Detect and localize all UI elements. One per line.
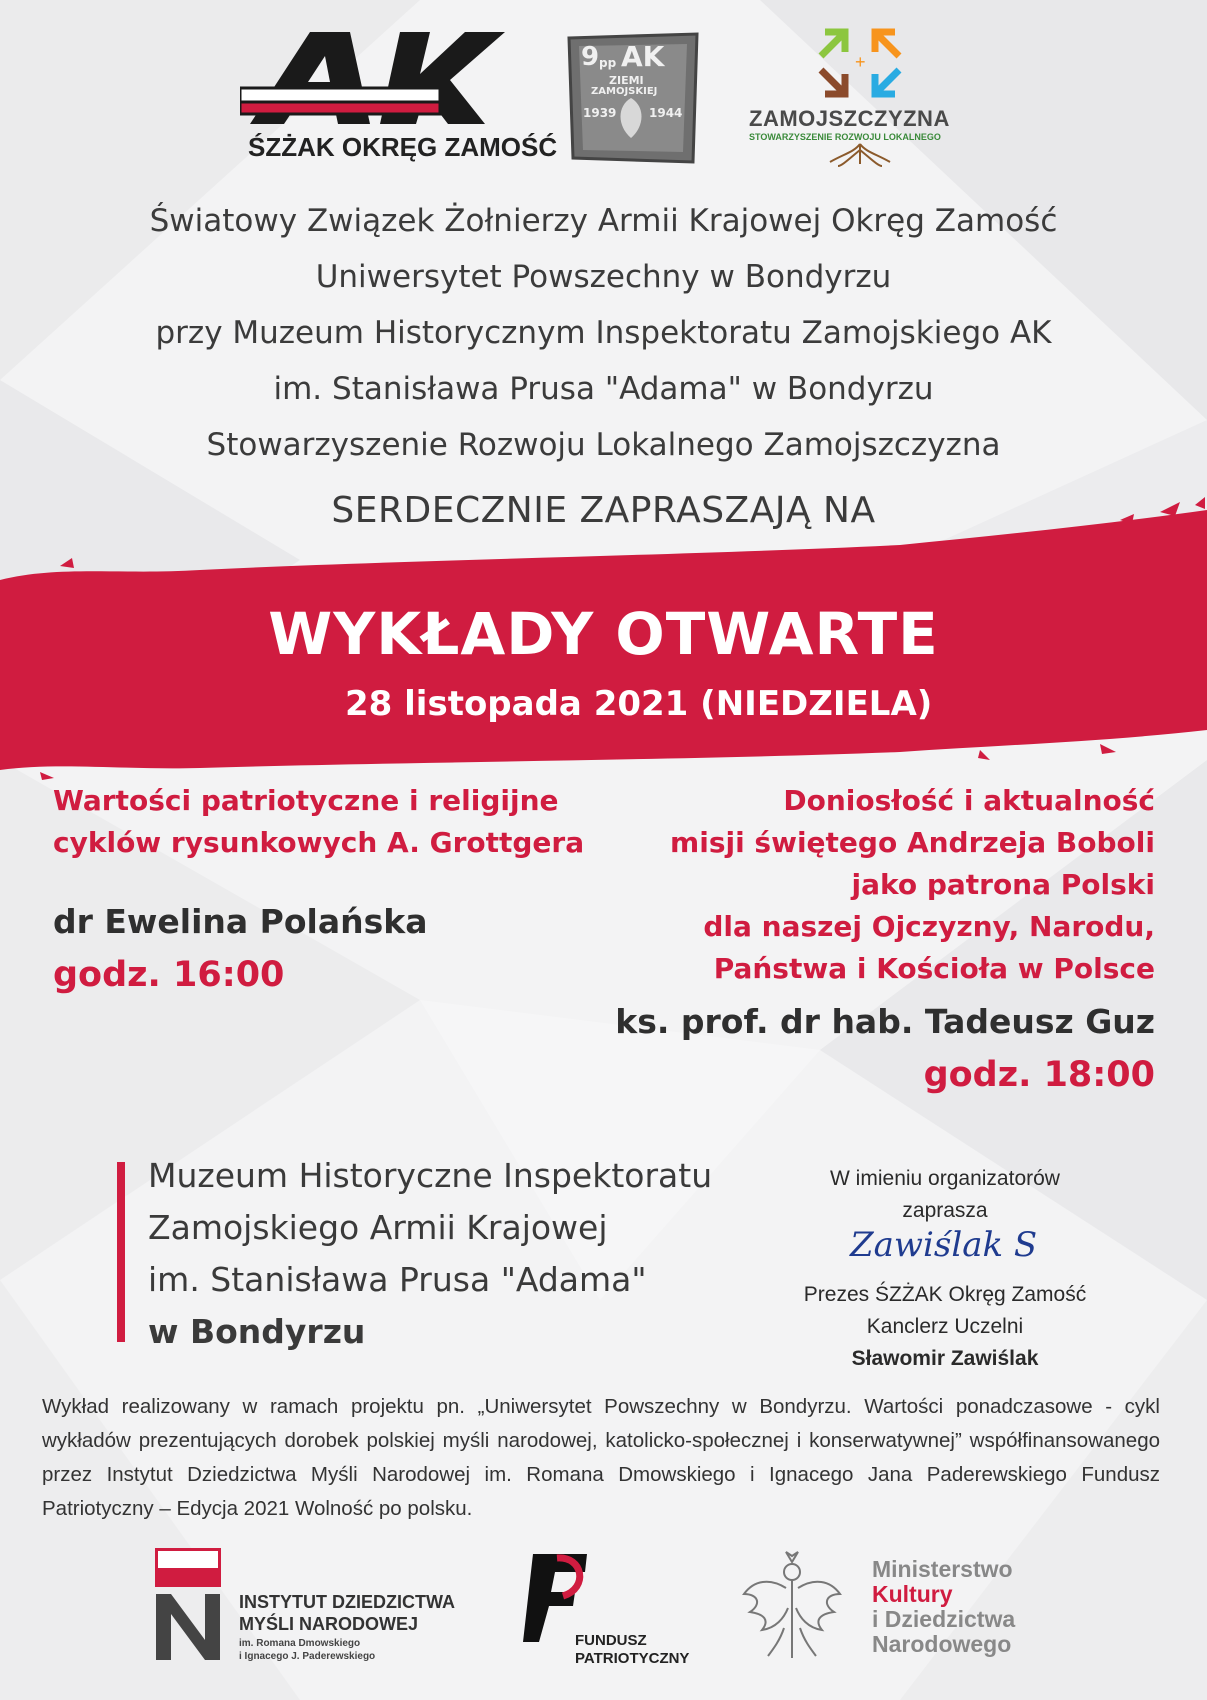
handwritten-signature [790, 1227, 1100, 1279]
organizers-list [0, 193, 1207, 473]
fp-line2: PATRIOTYCZNY [575, 1650, 690, 1667]
badge-line2: ZAMOJSKIEJ [591, 86, 658, 97]
ak-logo [240, 28, 558, 168]
lecture-2-title [615, 780, 1155, 990]
lecture-2-time: godz. 18:00 [923, 1055, 1155, 1095]
venue-line: Zamojskiego Armii Krajowej [148, 1208, 608, 1247]
idmn-line2: MYŚLI NARODOWEJ [239, 1614, 419, 1634]
lecture-title-line: Doniosłość i aktualność [783, 784, 1155, 817]
badge-number: 9 [581, 42, 600, 72]
badge-ak: AK [621, 40, 665, 73]
ministry-logo [740, 1548, 1060, 1668]
idmn-line4: i Ignacego J. Paderewskiego [239, 1651, 376, 1662]
event-date: 28 listopada 2021 (NIEDZIELA) [345, 684, 933, 724]
roots-icon [820, 142, 900, 168]
ministry-line2: Kultury [872, 1581, 953, 1607]
signature-intro: W imieniu organizatorów zaprasza [830, 1167, 1060, 1222]
lecture-title-line: Wartości patriotyczne i religijne [53, 784, 559, 817]
project-footnote: Wykład realizowany w ramach projektu pn. „Uniwersytet Powszechny w Bondyrzu. Wartości ponadczasowe - cykl wykładów prezentujących dorobek polskiej myśli narodowej, katolicko-społecznej i konserwatywnej” współfinansowanego przez Instytut Dziedzictwa Myśli Narodowej im. Romana Dmowskiego i Ignacego Jana Paderewskiego Fundusz Patriotyczny – Edycja 2021 Wolność po polsku. [42, 1395, 1160, 1520]
handwritten-signature-text: Zawiślak S [850, 1225, 1038, 1265]
zamojszczyzna-subtitle: STOWARZYSZENIE ROZWOJU LOKALNEGO [749, 132, 941, 142]
signature-block [790, 1163, 1100, 1375]
organizer-line: Stowarzyszenie Rozwoju Lokalnego Zamojszczyzna [206, 427, 1001, 463]
ministry-line3: i Dziedzictwa [872, 1606, 1016, 1632]
lecture-1-time: godz. 16:00 [53, 955, 285, 995]
lecture-1-speaker: dr Ewelina Polańska [53, 902, 428, 941]
invite-heading: SERDECZNIE ZAPRASZAJĄ NA [331, 490, 876, 531]
badge-line1: ZIEMI [609, 74, 644, 87]
regiment-badge [565, 28, 701, 166]
idmn-line1: INSTYTUT DZIEDZICTWA [239, 1592, 455, 1612]
lecture-title-line: misji świętego Andrzeja Boboli [670, 826, 1155, 859]
venue-line-bold: w Bondyrzu [148, 1312, 366, 1351]
idmn-logo [155, 1548, 495, 1668]
venue-line: im. Stanisława Prusa "Adama" [148, 1260, 647, 1299]
lecture-2 [615, 780, 1155, 1095]
idmn-line3: im. Romana Dmowskiego [239, 1638, 361, 1649]
ministry-line4: Narodowego [872, 1631, 1012, 1657]
organizer-line: im. Stanisława Prusa "Adama" w Bondyrzu [273, 371, 934, 407]
organizer-line: Uniwersytet Powszechny w Bondyrzu [315, 259, 892, 295]
white-eagle-icon [740, 1548, 844, 1662]
lecture-title-line: Państwa i Kościoła w Polsce [713, 952, 1155, 985]
event-title: WYKŁADY OTWARTE [268, 600, 939, 668]
zamojszczyzna-logo [745, 26, 975, 166]
fp-line1: FUNDUSZ [575, 1632, 647, 1649]
lecture-title-line: jako patrona Polski [851, 868, 1155, 901]
fp-mark [515, 1548, 516, 1549]
organizer-line: przy Muzeum Historycznym Inspektoratu Zamojskiego AK [155, 315, 1052, 351]
signature-role-1: Prezes ŚZŻAK Okręg Zamość [803, 1283, 1087, 1306]
lecture-1-title [53, 780, 584, 864]
signature-name: Sławomir Zawiślak [851, 1347, 1039, 1370]
ak-mark-text [0, 0, 1, 1]
lecture-1 [53, 780, 584, 995]
badge-pp: pp [599, 56, 617, 70]
idmn-emblem-icon [155, 1548, 221, 1662]
venue-line: Muzeum Historyczne Inspektoratu [148, 1156, 713, 1195]
organizer-line: Światowy Związek Żołnierzy Armii Krajowej Okręg Zamość [149, 203, 1058, 239]
svg-text:+: + [855, 52, 866, 72]
ak-logo-subtitle: ŚZŻAK OKRĘG ZAMOŚĆ [248, 132, 558, 162]
lecture-title-line: dla naszej Ojczyzny, Narodu, [703, 910, 1155, 943]
badge-year-left: 1939 [583, 106, 617, 120]
venue-block [148, 1150, 712, 1358]
arrows-icon [815, 26, 905, 100]
fp-mark-icon [515, 1548, 595, 1644]
lecture-title-line: cyklów rysunkowych A. Grottgera [53, 826, 585, 859]
fundusz-patriotyczny-logo [515, 1548, 695, 1668]
badge-year-right: 1944 [649, 106, 683, 120]
zamojszczyzna-name: ZAMOJSZCZYZNA [749, 106, 950, 131]
lecture-2-speaker: ks. prof. dr hab. Tadeusz Guz [615, 1002, 1155, 1041]
ak-emblem-icon [240, 28, 510, 130]
ministry-line1: Ministerstwo [872, 1556, 1013, 1582]
venue-accent-bar [117, 1162, 125, 1342]
signature-role-2: Kanclerz Uczelni [866, 1315, 1024, 1338]
